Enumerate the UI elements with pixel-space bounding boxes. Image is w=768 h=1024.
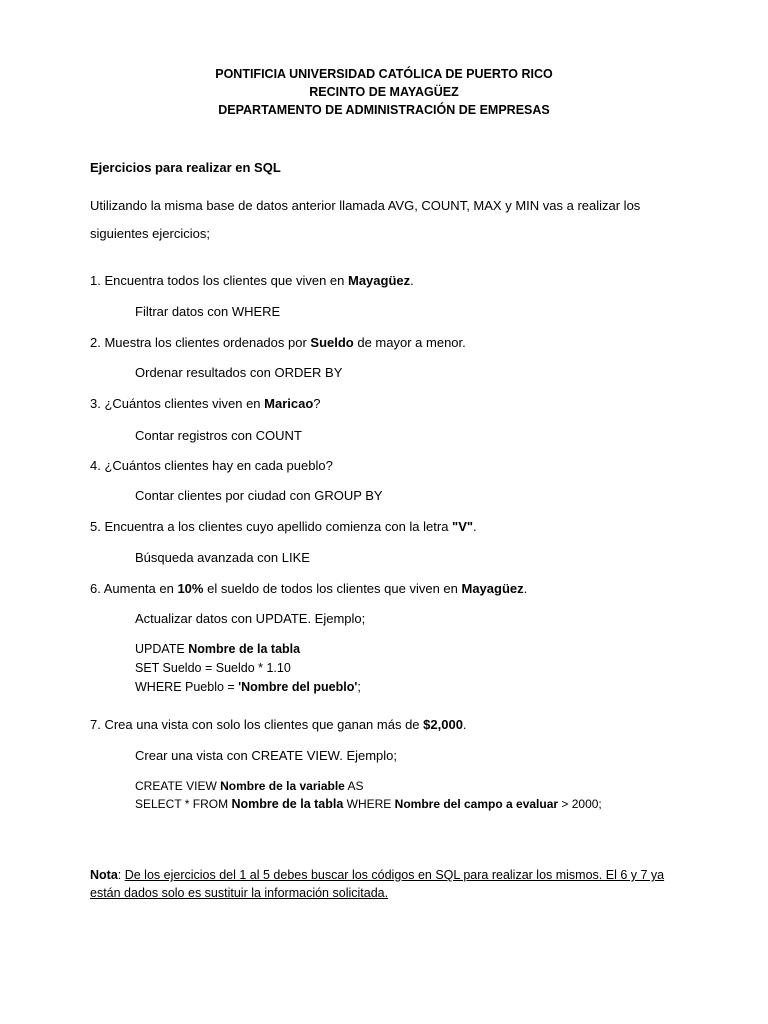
code-end: > 2000; — [558, 797, 602, 811]
update-code-line-3 — [135, 680, 361, 695]
code-keyword: UPDATE — [135, 642, 189, 656]
exercise-emphasis: 10% — [177, 581, 204, 596]
department-name: DEPARTAMENTO DE ADMINISTRACIÓN DE EMPRESAS — [218, 103, 550, 117]
code-placeholder-2: Nombre del campo a evaluar — [394, 797, 559, 811]
view-code-line-2 — [135, 797, 602, 812]
exercise-6 — [90, 581, 527, 597]
exercise-text: 6. Aumenta en — [90, 581, 178, 596]
exercise-text: 2. Muestra los clientes ordenados por — [90, 335, 311, 350]
exercise-text-end: . — [462, 717, 467, 732]
intro-line-2: siguientes ejercicios; — [90, 226, 210, 241]
exercise-text: 1. Encuentra todos los clientes que viven en — [90, 273, 348, 288]
exercise-5 — [90, 519, 477, 535]
exercise-emphasis: Maricao — [264, 396, 314, 411]
exercise-text-end: . — [523, 581, 528, 596]
update-code-line-2: SET Sueldo = Sueldo * 1.10 — [135, 661, 291, 675]
exercise-text: 5. Encuentra a los clientes cuyo apellido comienza con la letra — [90, 519, 453, 534]
exercise-2 — [90, 335, 466, 351]
code-end: ; — [357, 680, 361, 694]
code-keyword-mid: WHERE — [343, 797, 395, 811]
exercise-text: 7. Crea una vista con solo los clientes que ganan más de — [90, 717, 424, 732]
exercises-title: Ejercicios para realizar en SQL — [90, 160, 281, 175]
code-placeholder: Nombre de la tabla — [188, 642, 301, 656]
university-name: PONTIFICIA UNIVERSIDAD CATÓLICA DE PUERTO RICO — [215, 67, 553, 81]
code-placeholder: Nombre de la tabla — [231, 797, 344, 811]
exercise-text: 3. ¿Cuántos clientes viven en — [90, 396, 265, 411]
exercise-text-end: . — [410, 273, 414, 288]
exercise-emphasis: "V" — [452, 519, 474, 534]
code-keyword-end: AS — [344, 779, 364, 793]
note-text: De los ejercicios del 1 al 5 debes buscar los códigos en SQL para realizar los mismos. El 6 y 7 ya están dados solo es sustituir la información solicitada. — [90, 868, 665, 900]
exercise-3-hint: Contar registros con COUNT — [135, 428, 302, 443]
exercise-emphasis: Mayagüez — [348, 273, 411, 288]
exercise-1 — [90, 273, 414, 289]
exercise-emphasis-2: Mayagüez — [461, 581, 524, 596]
note-label: Nota — [90, 868, 118, 882]
code-placeholder: Nombre de la variable — [220, 779, 345, 793]
code-placeholder: 'Nombre del pueblo' — [238, 680, 358, 694]
exercise-4-hint: Contar clientes por ciudad con GROUP BY — [135, 488, 383, 503]
exercise-text-end: de mayor a menor. — [353, 335, 466, 350]
exercise-emphasis: $2,000 — [423, 717, 463, 732]
code-keyword: CREATE VIEW — [135, 779, 221, 793]
exercise-text: 4. ¿Cuántos clientes hay en cada pueblo? — [90, 458, 333, 473]
code-keyword: SELECT * FROM — [135, 797, 232, 811]
intro-line-1: Utilizando la misma base de datos anterior llamada AVG, COUNT, MAX y MIN vas a realizar los — [90, 198, 641, 213]
exercise-text-end: . — [473, 519, 477, 534]
exercise-7-hint: Crear una vista con CREATE VIEW. Ejemplo; — [135, 748, 398, 763]
exercise-1-hint: Filtrar datos con WHERE — [135, 304, 281, 319]
exercise-2-hint: Ordenar resultados con ORDER BY — [135, 365, 343, 380]
exercise-emphasis: Sueldo — [310, 335, 354, 350]
update-code-line-1 — [135, 642, 300, 657]
exercise-text-end: ? — [313, 396, 321, 411]
note-colon: : — [117, 868, 125, 882]
exercise-5-hint: Búsqueda avanzada con LIKE — [135, 550, 310, 565]
exercise-text-mid: el sueldo de todos los clientes que viven en — [203, 581, 462, 596]
exercise-6-hint: Actualizar datos con UPDATE. Ejemplo; — [135, 611, 366, 626]
exercise-3 — [90, 396, 321, 412]
campus-name: RECINTO DE MAYAGÜEZ — [309, 85, 459, 99]
exercise-4 — [90, 458, 333, 474]
view-code-line-1 — [135, 779, 364, 793]
exercise-7 — [90, 717, 467, 733]
code-keyword: WHERE Pueblo = — [135, 680, 239, 694]
note — [90, 866, 680, 902]
